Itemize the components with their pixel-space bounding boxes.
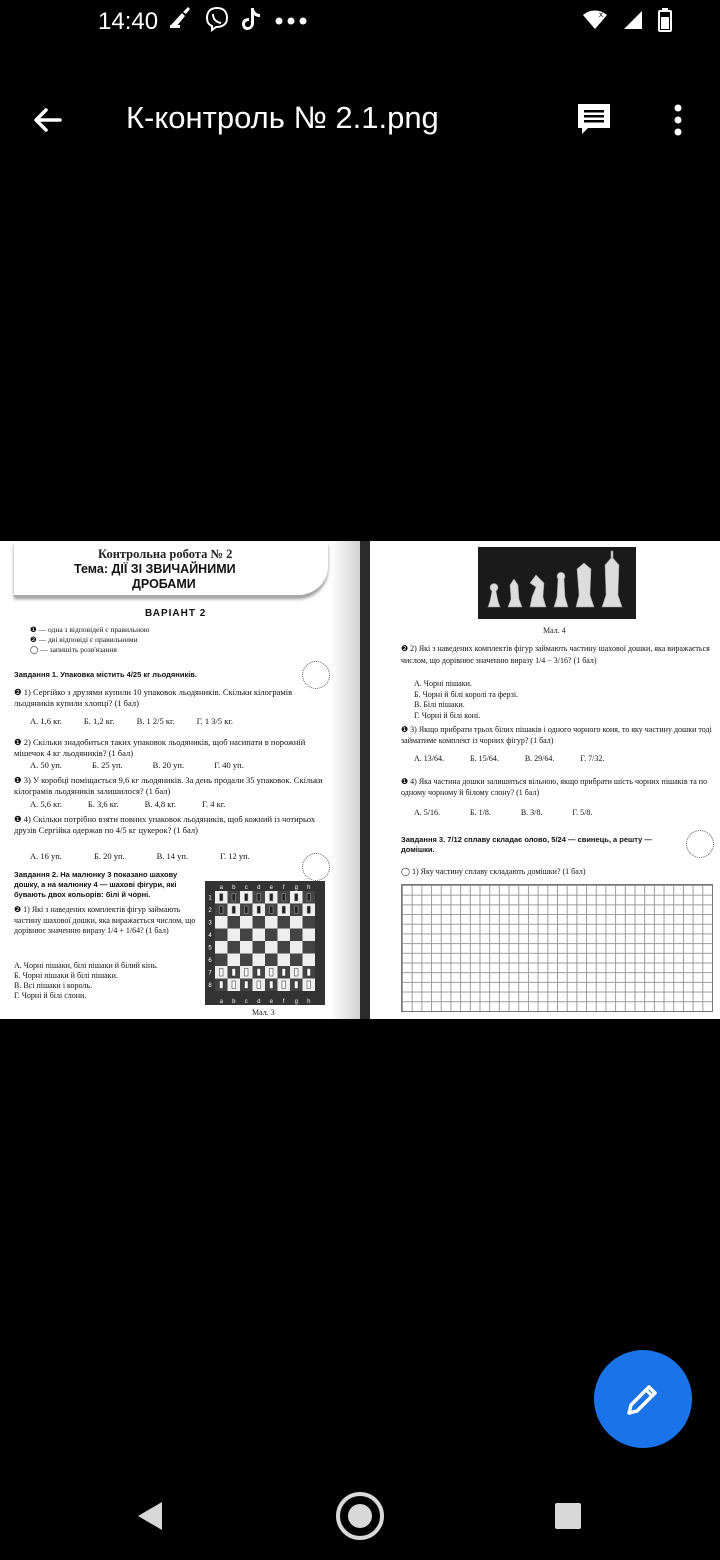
chess-piece <box>232 894 236 902</box>
status-time: 14:40 <box>98 8 159 35</box>
chess-piece <box>257 906 261 914</box>
chess-piece <box>257 894 261 902</box>
task2-q2-options <box>414 679 704 721</box>
chess-piece <box>220 894 224 902</box>
pencil-icon <box>623 1379 663 1424</box>
comment-icon[interactable] <box>574 100 614 140</box>
task2-q3: ❶ 3) Якщо прибрати трьох білих пішаків і одного чорного коня, то яку частину дошки тоді займатиме комплект із чорних фігур? (1 бал) <box>401 725 712 745</box>
option: А. 13/64. <box>414 754 444 763</box>
chess-piece <box>232 969 236 977</box>
test-title: Контрольна робота № 2 <box>98 547 233 561</box>
task2-q1: ❷ 1) Які з наведених комплектів фігур займають частину шахової дошки, яка виражається числом, що дорівнює значенню виразу 1/4 + 1/64? (1 бал) <box>14 905 196 935</box>
option: Б. 1/8. <box>470 808 491 817</box>
more-dots-icon <box>274 13 308 31</box>
board-file-label: c <box>244 885 248 891</box>
option: Г. 7/32. <box>580 754 605 763</box>
page-fold-shadow <box>330 541 360 1019</box>
board-square <box>278 916 291 929</box>
board-square <box>290 916 303 929</box>
board-square <box>240 929 253 942</box>
board-square <box>228 941 241 954</box>
board-square <box>228 929 241 942</box>
nav-recents-icon[interactable] <box>542 1490 594 1542</box>
option: Б. 1,2 кг. <box>83 716 115 726</box>
chess-piece <box>270 969 274 977</box>
chess-piece <box>257 981 261 989</box>
board-rank-label: 2 <box>208 908 212 914</box>
task2-intro: Завдання 2. На малюнку 3 показано шахову дошку, а на малюнку 4 — шахові фігури, які бувають двох кольорів: білі й чорні. <box>14 870 178 899</box>
board-file-label: b <box>232 885 236 891</box>
option: В. 3/8. <box>520 808 543 817</box>
board-caption: Мал. 3 <box>252 1008 275 1017</box>
task1-q1: ❷ 1) Сергійко з друзями купили 10 упаковок льодяників. Скільки кілограмів льодяників купили хлопці? (1 бал) <box>14 687 293 708</box>
test-header-banner <box>14 543 328 597</box>
board-square <box>278 954 291 967</box>
option: А. 5/16. <box>414 808 440 817</box>
chess-piece <box>295 906 299 914</box>
task3-intro: Завдання 3. 7/12 сплаву складає олово, 5/24 — свинець, а решту — домішки. <box>401 835 652 854</box>
board-square <box>253 929 266 942</box>
test-topic-cont: ДРОБАМИ <box>132 577 196 591</box>
option: А. Чорні пішаки. <box>414 679 472 688</box>
board-square <box>253 916 266 929</box>
board-file-label: d <box>257 999 261 1005</box>
option: Г. Чорні й білі коні. <box>414 710 481 720</box>
board-file-label: d <box>257 885 261 891</box>
chess-pieces-image <box>478 547 636 619</box>
board-rank-label: 4 <box>208 933 212 939</box>
answer-grid <box>401 884 713 1012</box>
board-square <box>303 916 316 929</box>
board-square <box>253 954 266 967</box>
file-title: К-контроль № 2.1.png <box>126 100 439 135</box>
option: Г. 4 кг. <box>202 799 226 809</box>
chess-piece <box>245 906 249 914</box>
badge-star-icon <box>302 661 330 689</box>
board-file-label: b <box>232 999 236 1005</box>
board-rank-label: 5 <box>208 945 212 952</box>
broom-icon <box>168 7 194 36</box>
board-file-label: f <box>282 885 285 891</box>
board-square <box>290 929 303 942</box>
board-square <box>278 929 291 942</box>
chess-piece <box>307 906 311 914</box>
wifi-icon <box>582 9 608 36</box>
board-square <box>240 916 253 929</box>
chess-piece <box>270 906 274 914</box>
nav-bar <box>0 1470 720 1560</box>
option: В. 14 уп. <box>156 851 189 861</box>
signal-icon <box>622 9 644 36</box>
board-square <box>215 941 228 954</box>
chess-piece <box>282 969 286 977</box>
task3-q1: ◯ 1) Яку частину сплаву складають домішки? (1 бал) <box>401 867 586 876</box>
option: В. 4,8 кг. <box>144 799 177 809</box>
option: Б. Чорні й білі королі та ферзі. <box>414 689 519 699</box>
board-square <box>240 954 253 967</box>
board-square <box>303 954 316 967</box>
chess-piece <box>220 969 224 977</box>
variant-label: ВАРІАНТ 2 <box>145 608 207 619</box>
legend-item: ❷ — дві відповіді є правильними <box>30 635 138 644</box>
board-square <box>215 929 228 942</box>
board-file-label: c <box>244 999 248 1005</box>
board-square <box>290 941 303 954</box>
board-file-label: f <box>282 999 285 1005</box>
legend <box>30 625 280 655</box>
option: А. 16 уп. <box>30 851 62 861</box>
option: Г. 5/8. <box>572 808 593 817</box>
chess-piece <box>245 969 249 977</box>
board-file-label: e <box>269 885 273 891</box>
option: В. 1 2/5 кг. <box>136 716 175 726</box>
board-rank-label: 1 <box>208 895 212 902</box>
board-square <box>265 941 278 954</box>
option: В. Всі пішаки і король. <box>14 981 93 990</box>
task2-q3-options <box>414 753 704 764</box>
task2-q4-options <box>414 807 704 818</box>
arrow-left-icon[interactable] <box>28 100 68 140</box>
board-file-label: h <box>307 999 311 1005</box>
option: В. 20 уп. <box>152 760 185 770</box>
chess-piece <box>282 981 286 989</box>
board-rank-label: 7 <box>208 970 212 977</box>
task1-q4-options <box>30 851 330 862</box>
tiktok-icon <box>240 6 264 37</box>
task1-q4: ❶ 4) Скільки потрібно взяти повних упаковок льодяників, щоб кожний із чотирьох друзів Сергійка одержав по 4/5 кг цукерок? (1 бал) <box>14 814 316 835</box>
board-file-label: g <box>294 885 298 891</box>
chess-piece <box>232 981 236 989</box>
board-rank-label: 3 <box>208 920 212 927</box>
board-square <box>265 916 278 929</box>
document-image[interactable] <box>0 541 720 1019</box>
board-rank-label: 8 <box>208 983 212 989</box>
viber-icon <box>204 6 230 37</box>
badge-star-icon <box>302 853 330 881</box>
task1-q3-options <box>30 799 330 810</box>
chess-piece <box>307 894 311 902</box>
board-rank-label: 6 <box>208 958 212 964</box>
board-file-label: h <box>307 885 311 891</box>
svg-text:x: x <box>599 10 603 19</box>
task2-q2: ❷ 2) Які з наведених комплектів фігур займають частину шахової дошки, яка виражається числом, що дорівнює значенню виразу 1/4 − 3/16? (1 бал) <box>401 644 710 665</box>
chess-piece <box>295 894 299 902</box>
board-square <box>228 916 241 929</box>
chess-piece <box>307 969 311 977</box>
status-bar <box>0 0 720 44</box>
battery-icon <box>658 8 672 37</box>
board-file-label: a <box>219 999 223 1005</box>
task1-q3: ❶ 3) У коробці поміщається 9,6 кг льодяників. За день продали 35 упаковок. Скільки кілограмів льодяників залишилося? (1 бал) <box>14 775 323 796</box>
board-file-label: e <box>269 999 273 1005</box>
option: Г. 1 3/5 кг. <box>196 716 234 726</box>
legend-item: ◯ — запишіть розв'язання <box>30 645 117 654</box>
task2-q4: ❶ 4) Яка частина дошки залишиться вільною, якщо прибрати шість чорних пішаків та по одному чорному й білому слону? (1 бал) <box>401 777 708 797</box>
chess-piece <box>245 894 249 902</box>
more-vert-icon[interactable] <box>664 100 692 140</box>
chess-piece <box>257 969 261 977</box>
chess-piece <box>220 981 224 989</box>
chess-piece <box>270 894 274 902</box>
option: Б. 15/64. <box>470 754 499 763</box>
app-bar <box>0 80 720 160</box>
option: А. 1,6 кг. <box>30 716 62 726</box>
chess-piece <box>220 906 224 914</box>
option: Б. 25 уп. <box>91 760 123 770</box>
chess-piece <box>245 981 249 989</box>
chess-piece <box>295 969 299 977</box>
chess-piece <box>232 906 236 914</box>
chess-piece <box>270 981 274 989</box>
option: Г. 40 уп. <box>214 760 244 770</box>
task1-q1-options <box>30 716 330 727</box>
nav-back-icon[interactable] <box>124 1490 176 1542</box>
chess-piece <box>295 981 299 989</box>
left-page <box>0 541 360 1019</box>
board-square <box>303 941 316 954</box>
chess-piece <box>282 894 286 902</box>
option: Б. 3,6 кг. <box>87 799 119 809</box>
badge-star-icon <box>686 830 714 858</box>
nav-home-icon[interactable] <box>334 1490 386 1542</box>
book-spine <box>360 541 370 1019</box>
legend-item: ❶ — одна з відповідей є правильною <box>30 625 150 634</box>
task1-q2-options <box>30 760 330 771</box>
task1-q2: ❶ 2) Скільки знадобиться таких упаковок льодяників, щоб насипати в порожній мішечок 4 кг льодяників? (1 бал) <box>14 737 306 758</box>
board-square <box>215 954 228 967</box>
chessboard-image <box>205 881 325 1005</box>
board-square <box>265 954 278 967</box>
pieces-caption: Мал. 4 <box>543 626 566 635</box>
board-square <box>228 954 241 967</box>
option: А. 50 уп. <box>30 760 62 770</box>
option: Г. Чорні й білі слони. <box>14 991 87 1000</box>
board-square <box>240 941 253 954</box>
chess-piece <box>282 906 286 914</box>
option: Г. 12 уп. <box>220 851 250 861</box>
board-square <box>290 954 303 967</box>
option: В. 29/64. <box>524 754 555 763</box>
board-square <box>303 929 316 942</box>
edit-button[interactable] <box>594 1350 692 1448</box>
option: В. Білі пішаки. <box>414 700 465 709</box>
board-file-label: a <box>219 885 223 891</box>
board-square <box>278 941 291 954</box>
board-square <box>215 916 228 929</box>
task1-intro: Завдання 1. Упаковка містить 4/25 кг льодяників. <box>14 670 197 679</box>
option: А. 5,6 кг. <box>30 799 62 809</box>
test-topic: Тема: ДІЇ ЗІ ЗВИЧАЙНИМИ <box>74 562 236 576</box>
option: Б. Чорні пішаки й білі пішаки. <box>14 971 118 980</box>
option: Б. 20 уп. <box>93 851 125 861</box>
board-square <box>265 929 278 942</box>
task2-q1-options <box>14 961 200 1001</box>
board-square <box>253 941 266 954</box>
chess-piece <box>307 981 311 989</box>
board-file-label: g <box>294 999 298 1005</box>
option: А. Чорні пішаки, білі пішаки й білий кінь. <box>14 961 158 970</box>
